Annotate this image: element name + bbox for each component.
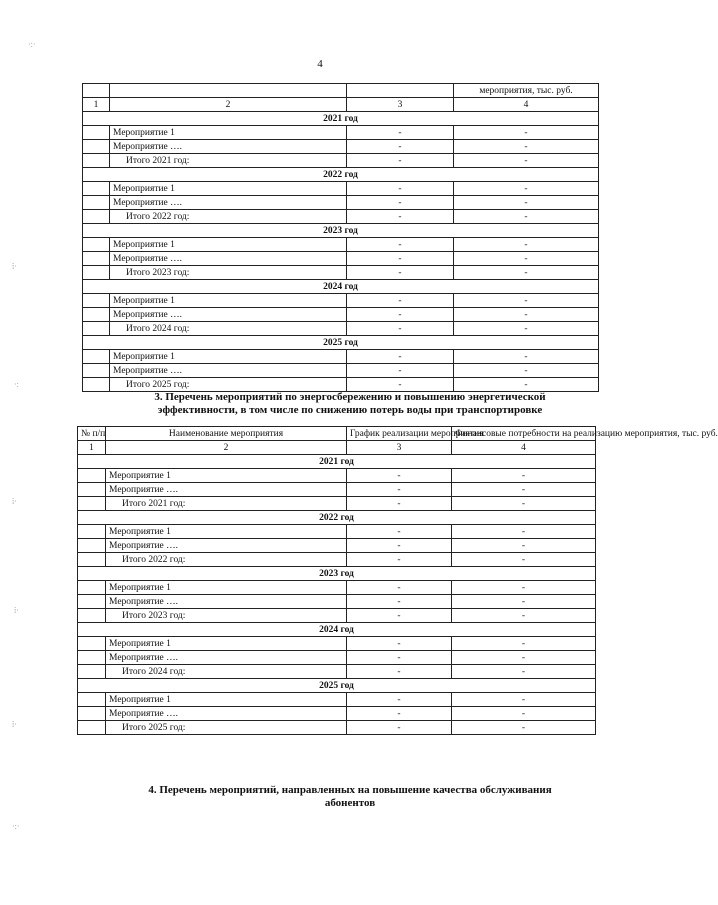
schedule-value: -: [347, 483, 452, 497]
year-row: [78, 455, 596, 469]
scan-speck: ⁞·: [12, 497, 17, 506]
row-number-cell: [83, 308, 110, 322]
finance-value: -: [454, 182, 599, 196]
schedule-value: -: [347, 238, 454, 252]
measure-name: Мероприятие ….: [110, 364, 347, 378]
finance-value: -: [452, 693, 596, 707]
table-row: [83, 364, 599, 378]
table-row: [78, 595, 596, 609]
schedule-value: -: [347, 595, 452, 609]
row-number-cell: [83, 210, 110, 224]
measure-name: Мероприятие 1: [106, 637, 347, 651]
year-row: [83, 168, 599, 182]
column-number: 3: [347, 441, 452, 455]
schedule-value: -: [347, 126, 454, 140]
scan-speck: ⁞·: [14, 606, 19, 615]
row-number-cell: [83, 154, 110, 168]
row-number-cell: [78, 483, 106, 497]
row-number-cell: [83, 140, 110, 154]
section-3-heading: [60, 391, 640, 417]
row-number-cell: [78, 525, 106, 539]
schedule-value: -: [347, 637, 452, 651]
row-number-cell: [83, 252, 110, 266]
total-schedule: -: [347, 378, 454, 392]
year-label: 2024 год: [83, 280, 599, 294]
total-label: Итого 2021 год:: [110, 154, 347, 168]
finance-value: -: [452, 707, 596, 721]
finance-value: -: [454, 364, 599, 378]
schedule-value: -: [347, 581, 452, 595]
year-row: [78, 567, 596, 581]
row-number-cell: [78, 665, 106, 679]
header-row: [78, 427, 596, 441]
table-row: [78, 693, 596, 707]
schedule-value: -: [347, 308, 454, 322]
year-label: 2023 год: [78, 567, 596, 581]
table-row: [83, 238, 599, 252]
table-row: [78, 581, 596, 595]
schedule-value: -: [347, 539, 452, 553]
schedule-value: -: [347, 350, 454, 364]
row-number-cell: [78, 637, 106, 651]
year-label: 2022 год: [78, 511, 596, 525]
total-finance: -: [452, 609, 596, 623]
table-row: [83, 140, 599, 154]
column-number: 4: [454, 98, 599, 112]
table-row: [83, 196, 599, 210]
total-row: [83, 378, 599, 392]
row-number-cell: [78, 469, 106, 483]
header-cell-empty: [83, 84, 110, 98]
finance-value: -: [454, 252, 599, 266]
total-label: Итого 2022 год:: [110, 210, 347, 224]
total-schedule: -: [347, 322, 454, 336]
finance-value: -: [452, 483, 596, 497]
total-schedule: -: [347, 497, 452, 511]
year-row: [78, 511, 596, 525]
total-finance: -: [454, 378, 599, 392]
total-label: Итого 2025 год:: [110, 378, 347, 392]
scan-speck: ·:: [14, 380, 19, 389]
year-label: 2025 год: [78, 679, 596, 693]
row-number-cell: [83, 196, 110, 210]
total-finance: -: [452, 665, 596, 679]
row-number-cell: [78, 497, 106, 511]
table-1: [82, 83, 599, 392]
finance-value: -: [454, 196, 599, 210]
table-row: [83, 182, 599, 196]
total-finance: -: [454, 266, 599, 280]
schedule-value: -: [347, 525, 452, 539]
measure-name: Мероприятие ….: [110, 252, 347, 266]
total-finance: -: [452, 721, 596, 735]
total-schedule: -: [347, 609, 452, 623]
header-cell-finance: мероприятия, тыс. руб.: [454, 84, 599, 98]
measure-name: Мероприятие ….: [106, 595, 347, 609]
finance-value: -: [452, 469, 596, 483]
total-schedule: -: [347, 665, 452, 679]
table-row: [78, 707, 596, 721]
column-number: 2: [106, 441, 347, 455]
finance-value: -: [454, 140, 599, 154]
year-row: [78, 679, 596, 693]
table-row: [83, 294, 599, 308]
scan-speck: ·:·: [28, 40, 36, 49]
measure-name: Мероприятие ….: [110, 140, 347, 154]
row-number-cell: [78, 707, 106, 721]
scan-speck: ⁞·: [12, 720, 17, 729]
total-schedule: -: [347, 154, 454, 168]
finance-value: -: [452, 539, 596, 553]
year-label: 2024 год: [78, 623, 596, 637]
total-finance: -: [454, 210, 599, 224]
total-schedule: -: [347, 210, 454, 224]
total-row: [83, 210, 599, 224]
table-row: [83, 252, 599, 266]
measure-name: Мероприятие 1: [110, 238, 347, 252]
section-4-heading: [60, 784, 640, 810]
header-cell-2: Наименование мероприятия: [106, 427, 347, 441]
row-number-cell: [78, 721, 106, 735]
column-number: 3: [347, 98, 454, 112]
measure-name: Мероприятие 1: [110, 182, 347, 196]
measure-name: Мероприятие 1: [106, 469, 347, 483]
row-number-cell: [83, 238, 110, 252]
row-number-cell: [83, 322, 110, 336]
schedule-value: -: [347, 707, 452, 721]
measure-name: Мероприятие 1: [106, 581, 347, 595]
total-label: Итого 2025 год:: [106, 721, 347, 735]
table-row: [78, 651, 596, 665]
measure-name: Мероприятие ….: [110, 196, 347, 210]
measure-name: Мероприятие 1: [106, 525, 347, 539]
year-label: 2021 год: [78, 455, 596, 469]
header-cell-4: Финансовые потребности на реализацию мероприятия, тыс. руб.: [452, 427, 596, 441]
header-cell-empty: [347, 84, 454, 98]
finance-value: -: [454, 294, 599, 308]
year-row: [83, 336, 599, 350]
table-2: [77, 426, 718, 735]
total-label: Итого 2024 год:: [110, 322, 347, 336]
schedule-value: -: [347, 364, 454, 378]
total-label: Итого 2023 год:: [106, 609, 347, 623]
finance-value: -: [454, 350, 599, 364]
total-row: [78, 721, 596, 735]
schedule-value: -: [347, 469, 452, 483]
finance-value: -: [452, 637, 596, 651]
total-row: [83, 266, 599, 280]
row-number-cell: [78, 651, 106, 665]
table-row: [78, 469, 596, 483]
row-number-cell: [78, 693, 106, 707]
row-number-cell: [83, 266, 110, 280]
measure-name: Мероприятие 1: [110, 294, 347, 308]
table-row: [78, 637, 596, 651]
total-label: Итого 2023 год:: [110, 266, 347, 280]
header-cell-empty: [110, 84, 347, 98]
total-schedule: -: [347, 721, 452, 735]
measure-name: Мероприятие ….: [106, 483, 347, 497]
schedule-value: -: [347, 651, 452, 665]
total-schedule: -: [347, 553, 452, 567]
measure-name: Мероприятие ….: [106, 539, 347, 553]
measure-name: Мероприятие 1: [110, 126, 347, 140]
column-number-row: [78, 441, 596, 455]
measure-name: Мероприятие 1: [110, 350, 347, 364]
row-number-cell: [83, 378, 110, 392]
year-row: [78, 623, 596, 637]
section-4-heading-line2: абонентов: [324, 797, 376, 809]
total-finance: -: [454, 154, 599, 168]
row-number-cell: [83, 364, 110, 378]
finance-value: -: [454, 238, 599, 252]
column-number: 1: [83, 98, 110, 112]
finance-value: -: [452, 581, 596, 595]
table-row: [83, 126, 599, 140]
total-label: Итого 2024 год:: [106, 665, 347, 679]
table-row: [83, 308, 599, 322]
finance-value: -: [454, 126, 599, 140]
finance-value: -: [452, 651, 596, 665]
measure-name: Мероприятие 1: [106, 693, 347, 707]
schedule-value: -: [347, 140, 454, 154]
schedule-value: -: [347, 294, 454, 308]
total-row: [83, 322, 599, 336]
schedule-value: -: [347, 182, 454, 196]
total-row: [78, 497, 596, 511]
page-number: 4: [317, 58, 323, 70]
section-4-heading-line1: 4. Перечень мероприятий, направленных на повышение качества обслуживания: [148, 784, 552, 796]
row-number-cell: [78, 609, 106, 623]
year-row: [83, 224, 599, 238]
scan-speck: ·:·: [12, 822, 20, 831]
total-row: [78, 665, 596, 679]
year-label: 2022 год: [83, 168, 599, 182]
year-label: 2021 год: [83, 112, 599, 126]
table-row: [83, 350, 599, 364]
table-row: [78, 483, 596, 497]
measure-name: Мероприятие ….: [106, 651, 347, 665]
finance-value: -: [452, 525, 596, 539]
row-number-cell: [78, 581, 106, 595]
measure-name: Мероприятие ….: [110, 308, 347, 322]
total-label: Итого 2022 год:: [106, 553, 347, 567]
section-3-heading-line2: эффективности, в том числе по снижению потерь воды при транспортировке: [157, 404, 543, 416]
total-finance: -: [454, 322, 599, 336]
schedule-value: -: [347, 196, 454, 210]
header-cell-3: График реализации мероприятия: [347, 427, 452, 441]
row-number-cell: [83, 350, 110, 364]
schedule-value: -: [347, 252, 454, 266]
schedule-value: -: [347, 693, 452, 707]
finance-value: -: [452, 595, 596, 609]
row-number-cell: [78, 595, 106, 609]
row-number-cell: [83, 182, 110, 196]
measure-name: Мероприятие ….: [106, 707, 347, 721]
total-row: [78, 553, 596, 567]
section-3-heading-line1: 3. Перечень мероприятий по энергосбережению и повышению энергетической: [154, 391, 546, 403]
total-label: Итого 2021 год:: [106, 497, 347, 511]
column-number: 2: [110, 98, 347, 112]
table-row: [78, 539, 596, 553]
table-row: [78, 525, 596, 539]
column-number-row: [83, 98, 599, 112]
total-finance: -: [452, 553, 596, 567]
row-number-cell: [78, 539, 106, 553]
row-number-cell: [78, 553, 106, 567]
total-row: [78, 609, 596, 623]
total-row: [83, 154, 599, 168]
scan-speck: ⁞·: [12, 262, 17, 271]
year-label: 2025 год: [83, 336, 599, 350]
row-number-cell: [83, 126, 110, 140]
year-row: [83, 112, 599, 126]
year-row: [83, 280, 599, 294]
year-label: 2023 год: [83, 224, 599, 238]
column-number: 1: [78, 441, 106, 455]
row-number-cell: [83, 294, 110, 308]
header-cell-1: № п/п: [78, 427, 106, 441]
finance-value: -: [454, 308, 599, 322]
total-schedule: -: [347, 266, 454, 280]
header-row: [83, 84, 599, 98]
total-finance: -: [452, 497, 596, 511]
column-number: 4: [452, 441, 596, 455]
